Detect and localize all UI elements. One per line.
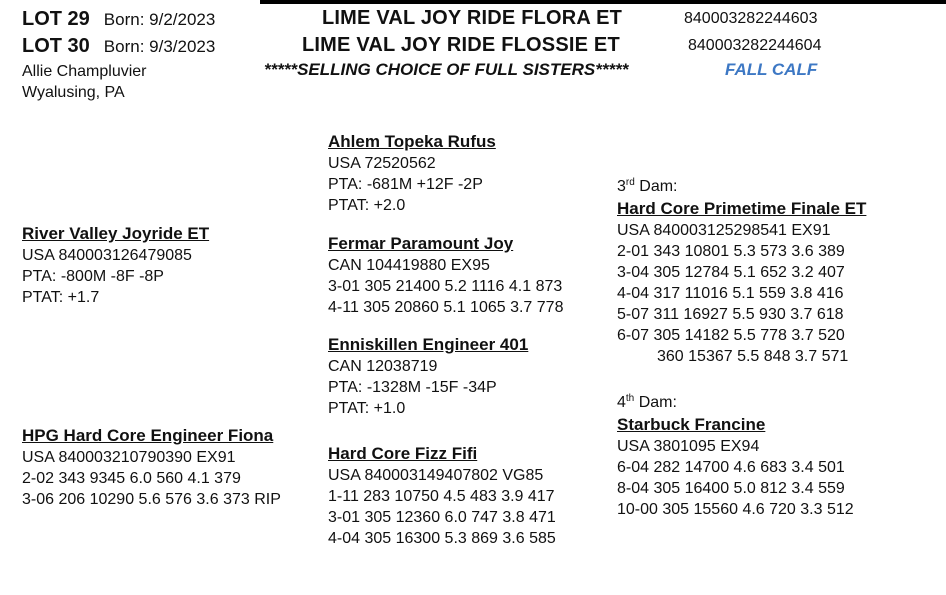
sire-sire-line: PTAT: +2.0 (328, 197, 406, 214)
sire-sire-block (328, 131, 496, 216)
lot-29-label (22, 8, 215, 31)
dam-dam-line: USA 840003149407802 VG85 (328, 467, 544, 484)
sire-sire-line: PTA: -681M +12F -2P (328, 176, 483, 193)
sire-dam-line: CAN 104419880 EX95 (328, 257, 490, 274)
third-dam-heading (617, 176, 866, 198)
sire-block (22, 223, 209, 308)
heading-label: Dam: (634, 178, 678, 195)
lot-number: LOT 29 (22, 8, 90, 30)
birth-date: Born: 9/3/2023 (103, 37, 216, 56)
ordinal-suffix: th (625, 393, 635, 404)
dam-line: 2-02 343 9345 6.0 560 4.1 379 (22, 470, 241, 487)
sire-dam-line: 3-01 305 21400 5.2 1116 4.1 873 (328, 278, 563, 295)
sire-name: River Valley Joyride ET (22, 224, 210, 243)
dam-sire-line: PTA: -1328M -15F -34P (328, 379, 497, 396)
ordinal: 4 (617, 394, 626, 411)
third-dam-line: 2-01 343 10801 5.3 573 3.6 389 (617, 243, 845, 260)
consignor-location: Wyalusing, PA (22, 84, 125, 101)
dam-sire-block (328, 334, 528, 419)
consignor (22, 61, 147, 103)
sire-dam-line: 4-11 305 20860 5.1 1065 3.7 778 (328, 299, 564, 316)
fourth-dam-heading (617, 392, 854, 414)
fourth-dam-name: Starbuck Francine (617, 415, 766, 434)
lot-29-registration: 840003282244603 (684, 10, 818, 27)
lot-30-label (22, 35, 215, 58)
selling-note: *****SELLING CHOICE OF FULL SISTERS***** (264, 60, 629, 79)
sire-sire-name: Ahlem Topeka Rufus (328, 132, 496, 151)
header-rule (260, 0, 946, 4)
lot-30-animal-name: LIME VAL JOY RIDE FLOSSIE ET (302, 34, 620, 56)
class-label: FALL CALF (725, 60, 818, 79)
sire-line: PTA: -800M -8F -8P (22, 268, 164, 285)
dam-sire-line: CAN 12038719 (328, 358, 438, 375)
fourth-dam-line: 8-04 305 16400 5.0 812 3.4 559 (617, 480, 845, 497)
lot-number: LOT 30 (22, 35, 90, 57)
heading-label: Dam: (634, 394, 677, 411)
fourth-dam-line: USA 3801095 EX94 (617, 438, 760, 455)
ordinal-suffix: rd (625, 177, 635, 188)
sire-dam-block (328, 233, 563, 318)
third-dam-line: USA 840003125298541 EX91 (617, 222, 831, 239)
third-dam-line: 6-07 305 14182 5.5 778 3.7 520 (617, 327, 845, 344)
dam-dam-line: 3-01 305 12360 6.0 747 3.8 471 (328, 509, 556, 526)
dam-block (22, 425, 281, 510)
third-dam-line: 5-07 311 16927 5.5 930 3.7 618 (617, 306, 844, 323)
dam-name: HPG Hard Core Engineer Fiona (22, 426, 274, 445)
dam-dam-line: 1-11 283 10750 4.5 483 3.9 417 (328, 488, 555, 505)
dam-line: 3-06 206 10290 5.6 576 3.6 373 RIP (22, 491, 281, 508)
dam-dam-block (328, 443, 556, 549)
lot-29-animal-name: LIME VAL JOY RIDE FLORA ET (322, 7, 623, 29)
dam-line: USA 840003210790390 EX91 (22, 449, 236, 466)
third-dam-line: 4-04 317 11016 5.1 559 3.8 416 (617, 285, 844, 302)
lot-30-registration: 840003282244604 (688, 37, 822, 54)
sire-dam-name: Fermar Paramount Joy (328, 234, 514, 253)
third-dam-line: 3-04 305 12784 5.1 652 3.2 407 (617, 264, 845, 281)
third-dam-name: Hard Core Primetime Finale ET (617, 199, 867, 218)
third-dam-block (617, 176, 866, 367)
fourth-dam-line: 6-04 282 14700 4.6 683 3.4 501 (617, 459, 845, 476)
dam-sire-line: PTAT: +1.0 (328, 400, 406, 417)
dam-sire-name: Enniskillen Engineer 401 (328, 335, 529, 354)
dam-dam-name: Hard Core Fizz Fifi (328, 444, 478, 463)
sire-sire-line: USA 72520562 (328, 155, 436, 172)
dam-dam-line: 4-04 305 16300 5.3 869 3.6 585 (328, 530, 556, 547)
fourth-dam-block (617, 392, 854, 520)
consignor-name: Allie Champluvier (22, 63, 147, 80)
birth-date: Born: 9/2/2023 (103, 10, 216, 29)
ordinal: 3 (617, 178, 626, 195)
sire-line: USA 840003126479085 (22, 247, 192, 264)
sire-line: PTAT: +1.7 (22, 289, 100, 306)
third-dam-line: 360 15367 5.5 848 3.7 571 (657, 348, 849, 365)
fourth-dam-line: 10-00 305 15560 4.6 720 3.3 512 (617, 501, 854, 518)
